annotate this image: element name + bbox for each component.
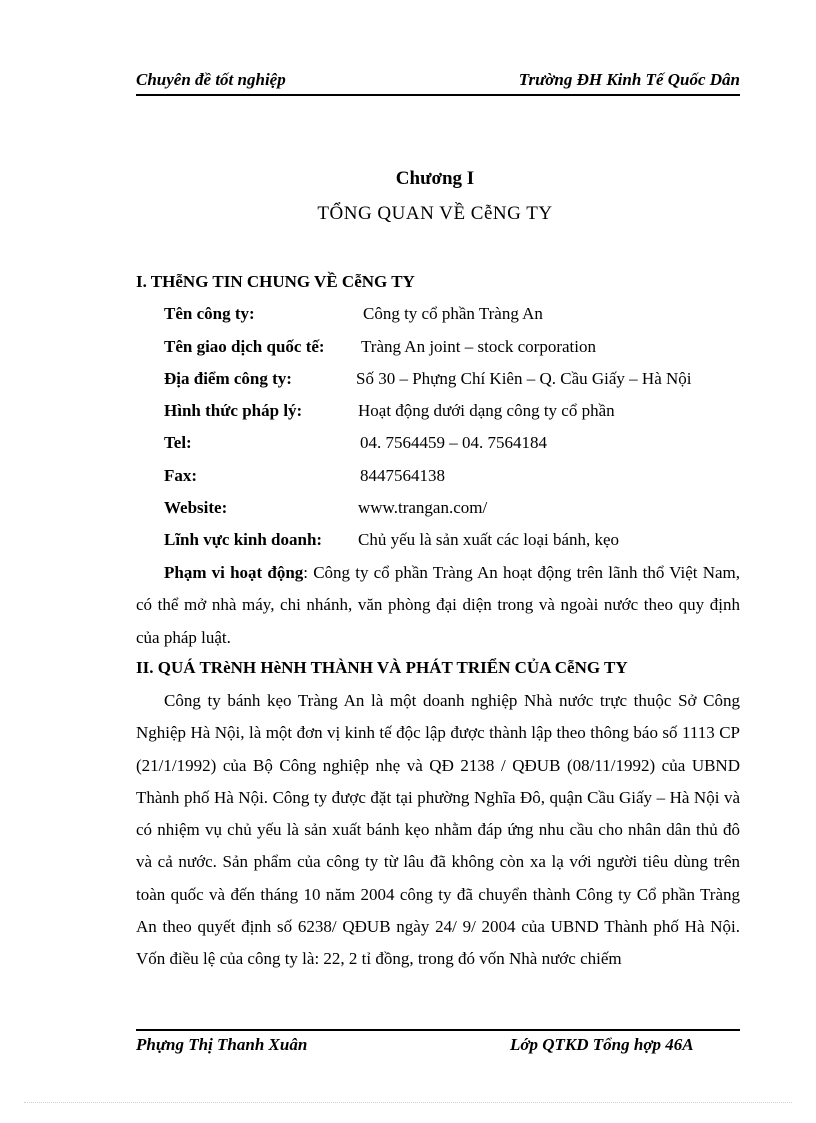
footer-author: Phựng Thị Thanh Xuân [136, 1035, 308, 1054]
info-row [164, 401, 615, 421]
info-value: Hoạt động dưới dạng công ty cổ phần [358, 401, 615, 420]
header-left: Chuyên đề tốt nghiệp [136, 70, 286, 89]
info-row [164, 433, 547, 453]
scope-text: : Công ty cổ phần Tràng An hoạt động trên lãnh thổ Việt Nam, có thể mở nhà máy, chi nhánh, văn phòng đại diện trong và ngoài nước theo quy định của pháp luật. [136, 563, 740, 647]
history-paragraph: Công ty bánh kẹo Tràng An là một doanh nghiệp Nhà nước trực thuộc Sở Công Nghiệp Hà Nội, là một đơn vị kinh tế độc lập được thành lập theo thông báo số 1113 CP (21/1/1992) của Bộ Công nghiệp nhẹ và QĐ 2138 / QĐUB (08/11/1992) của UBND Thành phố Hà Nội. Công ty được đặt tại phường Nghĩa Đô, quận Cầu Giấy – Hà Nội và có nhiệm vụ chủ yếu là sản xuất bánh kẹo nhằm đáp ứng nhu cầu cho nhân dân thủ đô và cả nước. Sản phẩm của công ty từ lâu đã không còn xa lạ với người tiêu dùng trên toàn quốc và đến tháng 10 năm 2004 công ty đã chuyển thành Công ty Cổ phần Tràng An theo quyết định số 6238/ QĐUB ngày 24/ 9/ 2004 của UBND Thành phố Hà Nội. Vốn điều lệ của công ty là: 22, 2 tỉ đồng, trong đó vốn Nhà nước chiếm [136, 691, 740, 969]
info-row [164, 530, 620, 550]
header-right: Trường ĐH Kinh Tế Quốc Dân [518, 70, 740, 89]
info-value: Số 30 – Phựng Chí Kiên – Q. Cầu Giấy – Hà Nội [356, 369, 692, 388]
footer-class: Lớp QTKD Tổng hợp 46A [510, 1035, 694, 1054]
section-2-heading: II. QUÁ TRèNH HèNH THÀNH VÀ PHÁT TRIỂN CỦA CễNG TY [136, 658, 628, 677]
info-value: Tràng An joint – stock corporation [361, 337, 596, 356]
info-label: Fax: [164, 466, 198, 485]
info-label: Địa điểm công ty: [164, 369, 292, 388]
page-header [136, 70, 740, 96]
info-label: Tên công ty: [164, 304, 255, 323]
info-value: 04. 7564459 – 04. 7564184 [360, 433, 547, 452]
info-row [164, 498, 488, 518]
info-label: Tên giao dịch quốc tế: [164, 337, 325, 356]
chapter-number: Chương I [395, 168, 475, 189]
section-1-heading: I. THễNG TIN CHUNG VỀ CễNG TY [136, 272, 415, 291]
info-row [164, 369, 692, 389]
info-label: Tel: [164, 433, 192, 452]
scope-label: Phạm vi hoạt động [164, 563, 304, 582]
info-row [164, 304, 543, 324]
info-value: www.trangan.com/ [358, 498, 488, 517]
info-value: Chủ yếu là sản xuất các loại bánh, kẹo [358, 530, 620, 549]
info-label: Website: [164, 498, 228, 517]
page-footer [136, 1029, 740, 1065]
info-label: Lĩnh vực kinh doanh: [164, 530, 323, 549]
info-row [164, 466, 445, 486]
chapter-title: TỔNG QUAN VỀ CễNG TY [317, 203, 553, 224]
scope-paragraph [136, 557, 740, 654]
info-value: 8447564138 [360, 466, 445, 485]
info-label: Hình thức pháp lý: [164, 401, 303, 420]
page-bottom-divider [24, 1102, 792, 1103]
info-row [164, 337, 596, 357]
info-value: Công ty cổ phần Tràng An [363, 304, 543, 323]
